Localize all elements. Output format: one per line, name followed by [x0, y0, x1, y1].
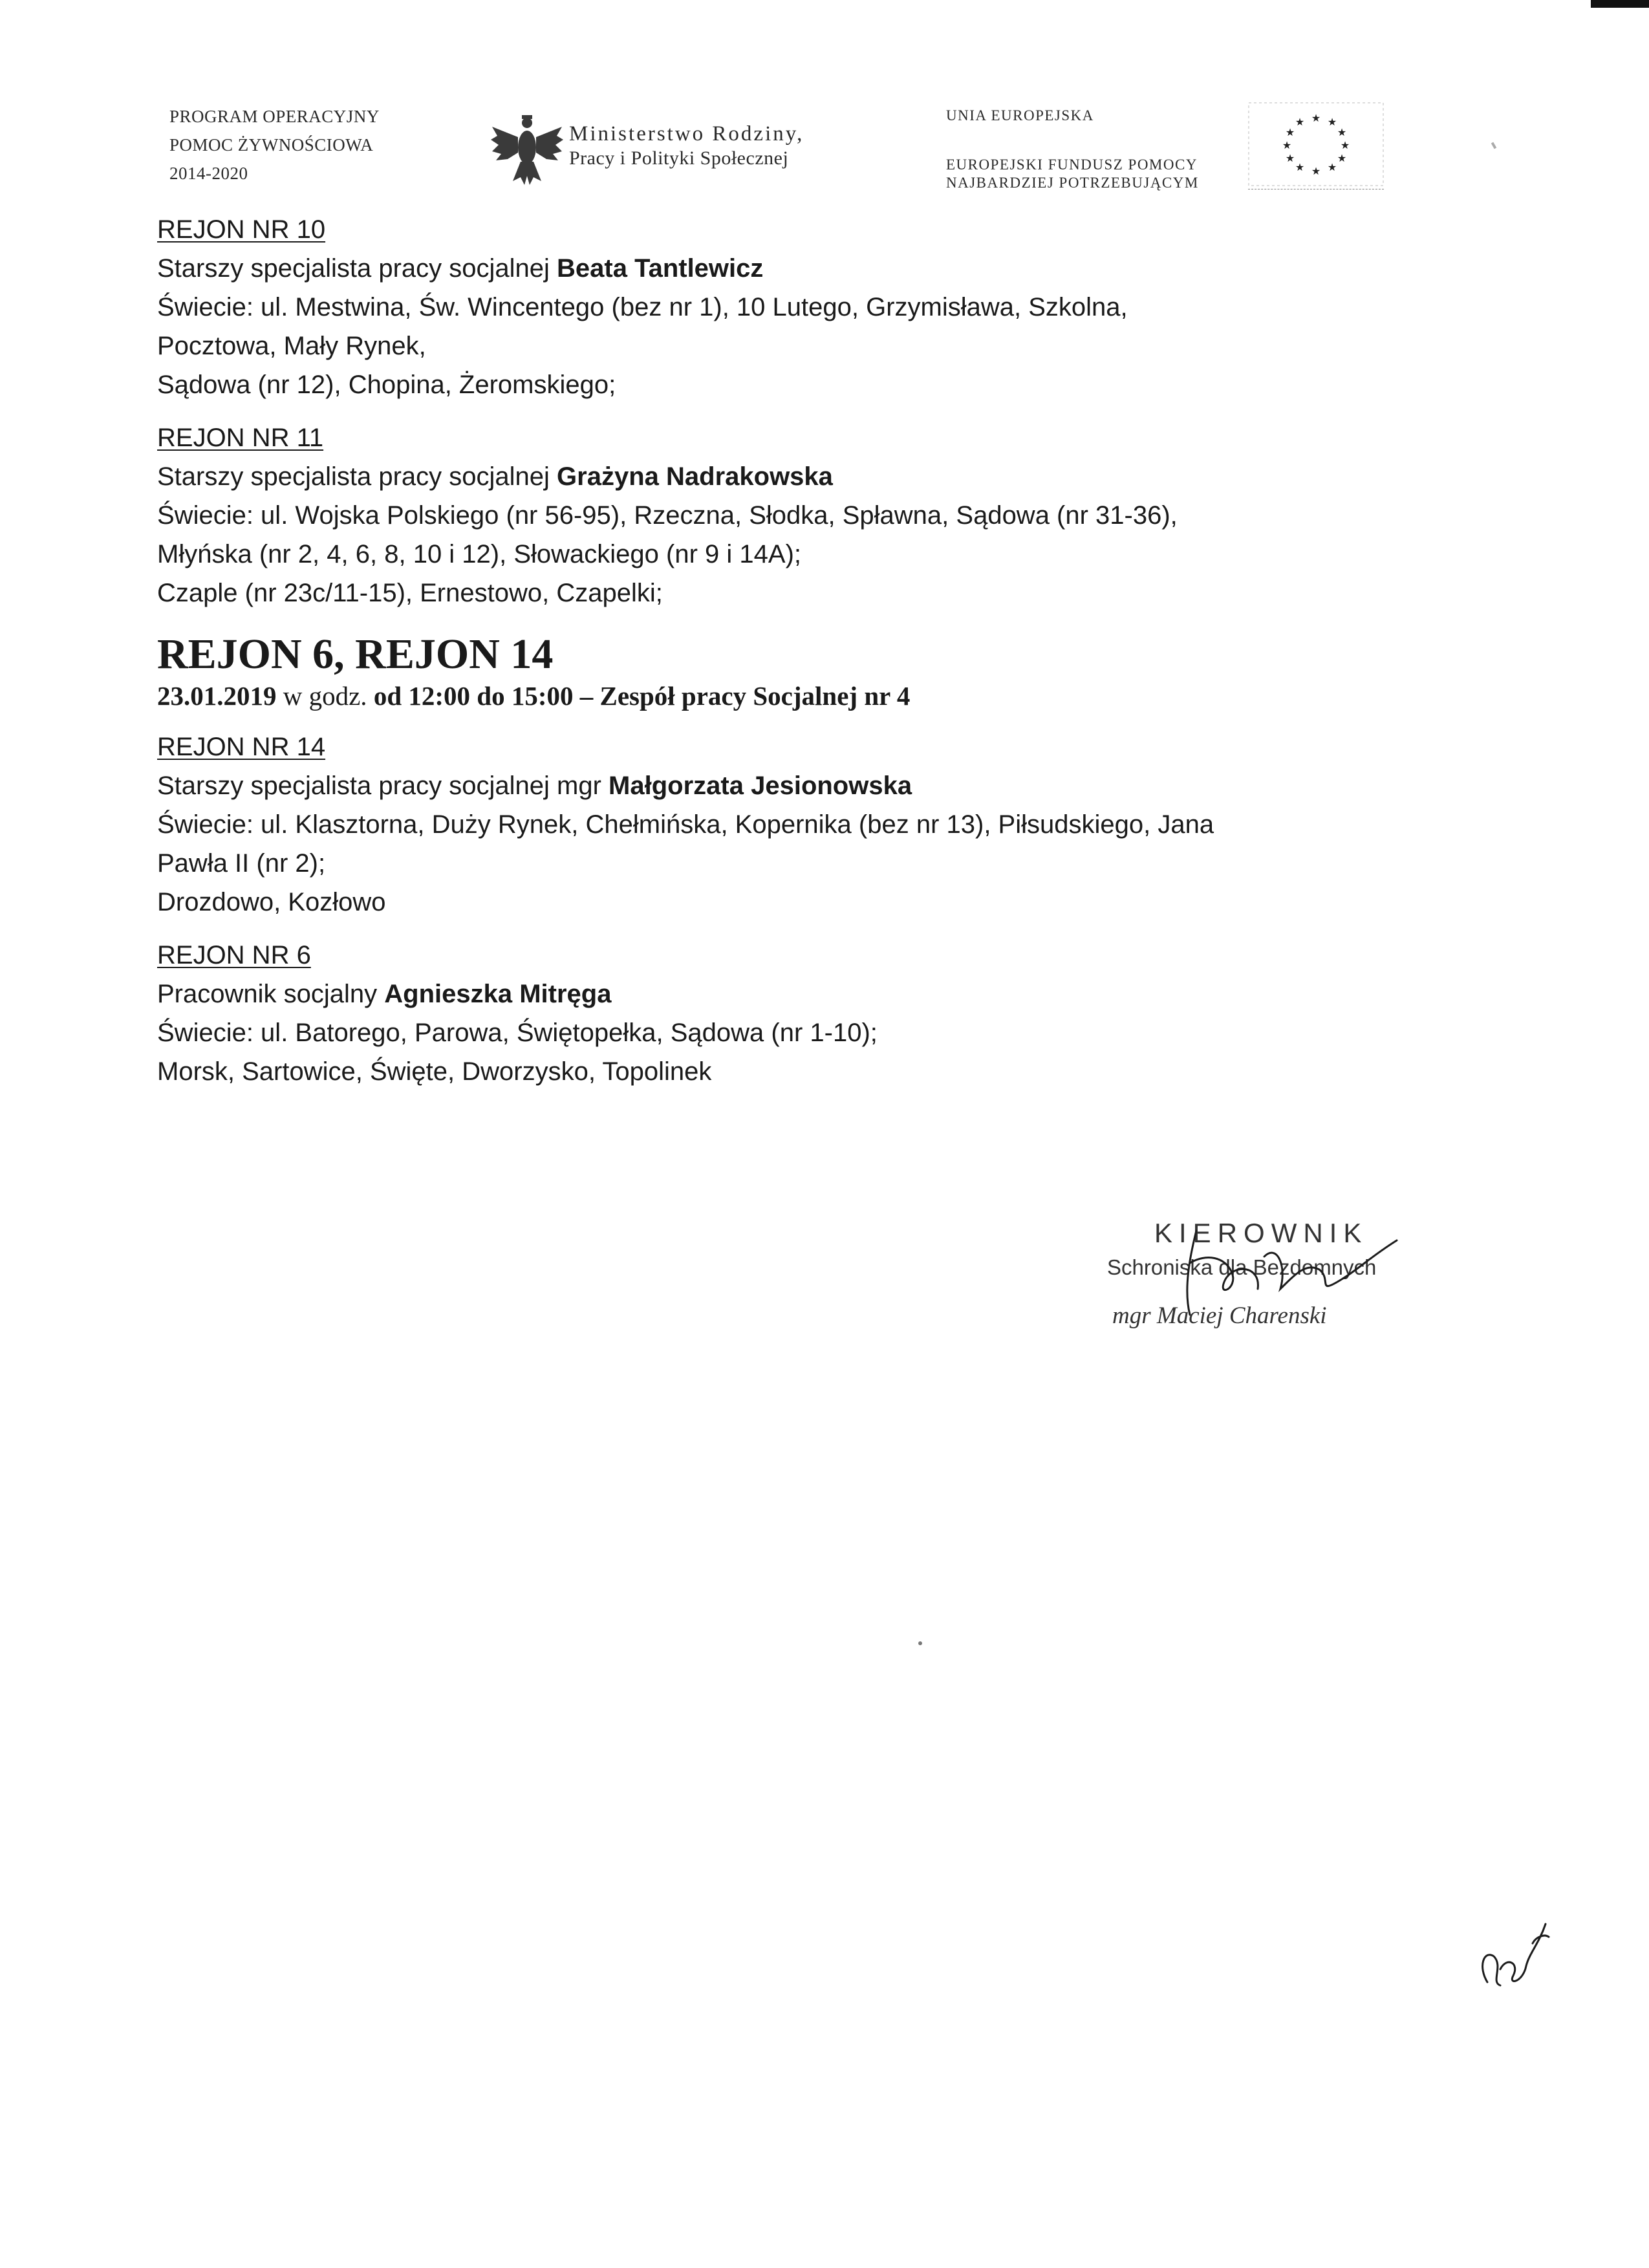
streets-line: Sądowa (nr 12), Chopina, Żeromskiego;: [157, 371, 616, 399]
schedule-date: 23.01.2019: [157, 681, 277, 711]
eu-fund-line-2: NAJBARDZIEJ POTRZEBUJĄCYM: [946, 175, 1199, 191]
handwritten-initials: [1468, 1905, 1552, 1995]
group-title: REJON 6, REJON 14: [157, 631, 554, 678]
eu-fund-line-1: EUROPEJSKI FUNDUSZ POMOCY: [946, 157, 1198, 173]
streets-line: Morsk, Sartowice, Święte, Dworzysko, Topolinek: [157, 1057, 712, 1086]
worker-name: Małgorzata Jesionowska: [609, 772, 912, 800]
document-header: [0, 102, 1649, 199]
stamp-institution: Schroniska dla Bezdomnych: [1107, 1255, 1377, 1279]
program-block: [169, 102, 380, 188]
svg-text:★: ★: [1311, 112, 1321, 124]
svg-text:★: ★: [1285, 152, 1295, 164]
ministry-name: [569, 122, 804, 171]
worker-line: [157, 975, 1450, 1013]
region-11: [157, 418, 1450, 612]
region-14: [157, 728, 1450, 922]
worker-name: Agnieszka Mitręga: [384, 980, 612, 1008]
worker-line: [157, 249, 1450, 288]
streets-line: Młyńska (nr 2, 4, 6, 8, 10 i 12), Słowackiego (nr 9 i 14A);: [157, 540, 801, 568]
schedule-details: od 12:00 do 15:00 – Zespół pracy Socjalnej nr 4: [373, 681, 911, 711]
svg-text:★: ★: [1282, 139, 1292, 151]
worker-name: Grażyna Nadrakowska: [557, 462, 833, 491]
schedule-line: [157, 680, 1450, 712]
official-stamp: [1093, 1218, 1416, 1347]
region-heading: REJON NR 14: [157, 733, 326, 761]
eu-flag-icon: [1248, 102, 1384, 186]
region-heading: REJON NR 10: [157, 215, 326, 244]
svg-text:★: ★: [1295, 116, 1305, 128]
streets-line: Drozdowo, Kozłowo: [157, 888, 386, 916]
region-heading: REJON NR 11: [157, 424, 324, 452]
worker-title: Pracownik socjalny: [157, 980, 378, 1008]
streets-line: Pocztowa, Mały Rynek,: [157, 332, 426, 360]
scan-speck: [918, 1641, 922, 1645]
svg-text:★: ★: [1337, 126, 1347, 138]
region-10: [157, 210, 1450, 404]
stamp-person: mgr Maciej Charenski: [1112, 1302, 1327, 1329]
eu-union-label: UNIA EUROPEJSKA: [946, 107, 1094, 124]
worker-title: Starszy specjalista pracy socjalnej mgr: [157, 772, 601, 800]
worker-line: [157, 457, 1450, 496]
region-heading: REJON NR 6: [157, 941, 311, 969]
svg-text:★: ★: [1327, 161, 1337, 173]
svg-text:★: ★: [1340, 139, 1350, 151]
worker-line: [157, 766, 1450, 805]
document-body: [157, 210, 1450, 1091]
streets-line: Świecie: ul. Wojska Polskiego (nr 56-95), Rzeczna, Słodka, Spławna, Sądowa (nr 31-36),: [157, 501, 1178, 530]
svg-text:★: ★: [1327, 116, 1337, 128]
streets-line: Czaple (nr 23c/11-15), Ernestowo, Czapelki;: [157, 579, 663, 607]
worker-title: Starszy specjalista pracy socjalnej: [157, 462, 550, 491]
worker-name: Beata Tantlewicz: [557, 254, 764, 283]
schedule-hours-label: w godz.: [283, 681, 367, 711]
streets-line: Świecie: ul. Klasztorna, Duży Rynek, Chełmińska, Kopernika (bez nr 13), Piłsudskiego, Jana: [157, 810, 1214, 839]
handwritten-signature: [1093, 1218, 1416, 1347]
svg-text:★: ★: [1295, 161, 1305, 173]
svg-text:★: ★: [1337, 152, 1347, 164]
svg-text:★: ★: [1311, 165, 1321, 177]
stamp-title: KIEROWNIK: [1154, 1218, 1368, 1248]
svg-text:★: ★: [1285, 126, 1295, 138]
worker-title: Starszy specjalista pracy socjalnej: [157, 254, 550, 283]
program-line-2: POMOC ŻYWNOŚCIOWA: [169, 135, 374, 155]
program-line-3: 2014-2020: [169, 164, 248, 183]
ministry-line-1: Ministerstwo Rodziny,: [569, 122, 804, 146]
ministry-line-2: Pracy i Polityki Społecznej: [569, 147, 789, 169]
program-line-1: PROGRAM OPERACYJNY: [169, 107, 380, 126]
region-6: [157, 936, 1450, 1091]
streets-line: Świecie: ul. Mestwina, Św. Wincentego (bez nr 1), 10 Lutego, Grzymisława, Szkolna,: [157, 293, 1128, 321]
scan-edge-mark: [1591, 0, 1649, 8]
streets-line: Pawła II (nr 2);: [157, 849, 326, 878]
polish-eagle-icon: [488, 114, 566, 186]
streets-line: Świecie: ul. Batorego, Parowa, Świętopełka, Sądowa (nr 1-10);: [157, 1019, 878, 1047]
